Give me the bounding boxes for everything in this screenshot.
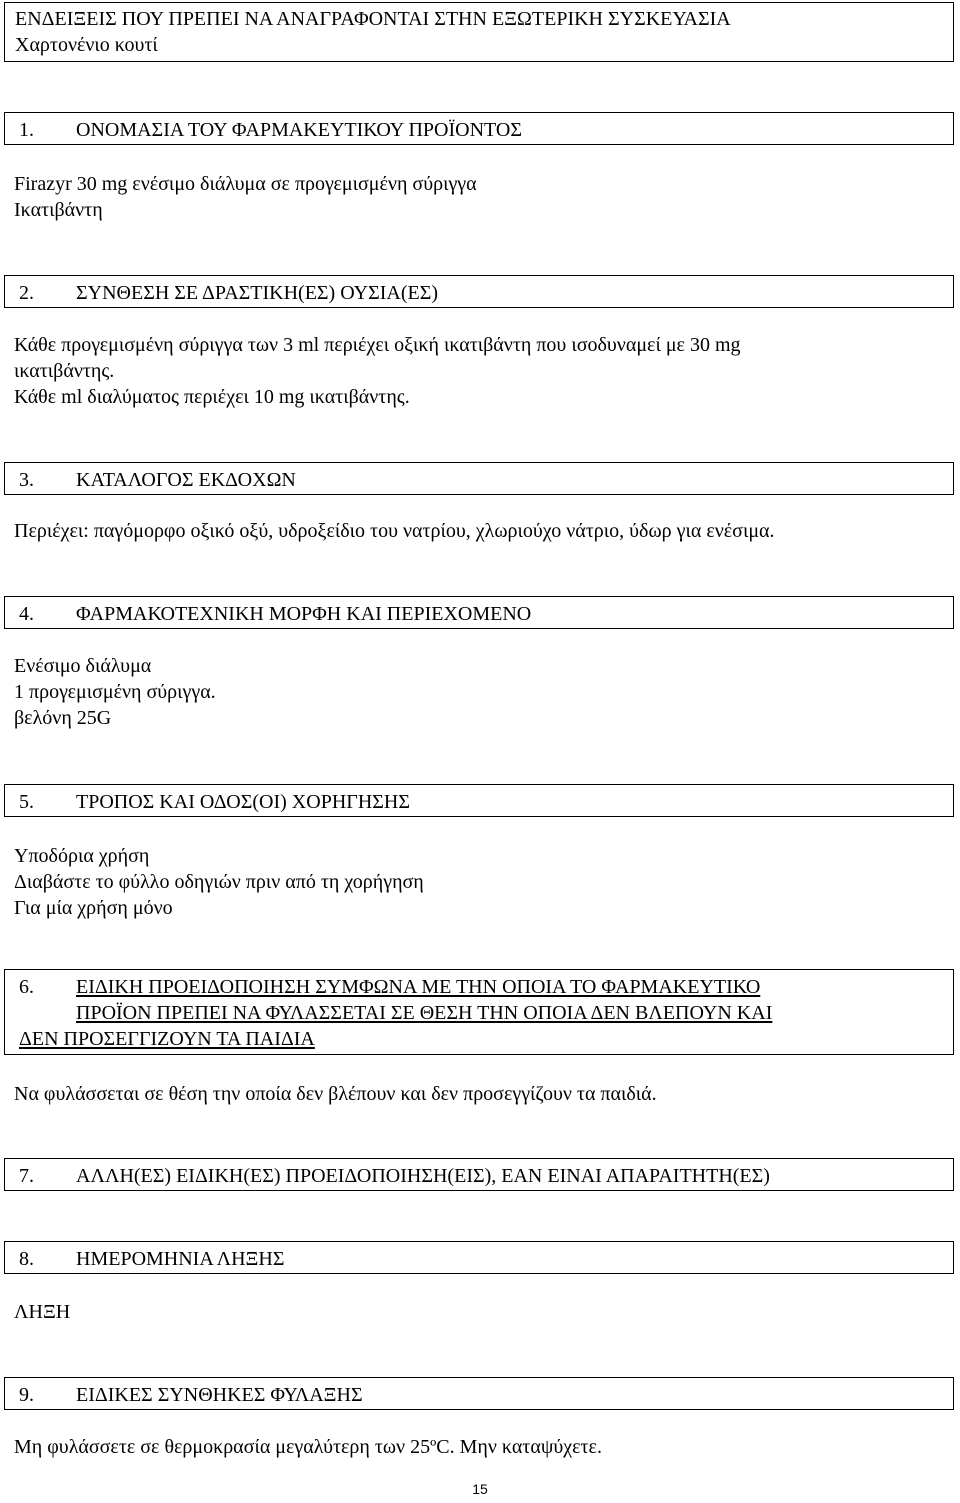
section-6-body bbox=[14, 1081, 944, 1107]
body-line: βελόνη 25G bbox=[14, 707, 112, 729]
section-7-heading bbox=[4, 1158, 954, 1191]
section-title: ΕΙΔΙΚΕΣ ΣΥΝΘΗΚΕΣ ΦΥΛΑΞΗΣ bbox=[76, 1384, 363, 1406]
section-3-heading bbox=[4, 462, 954, 495]
section-2-heading bbox=[4, 275, 954, 308]
body-line: Διαβάστε το φύλλο οδηγιών πριν από τη χορήγηση bbox=[14, 871, 424, 893]
section-number: 3. bbox=[19, 469, 34, 491]
body-line: ικατιβάντης. bbox=[14, 360, 115, 382]
body-line: Κάθε προγεμισμένη σύριγγα των 3 ml περιέχει οξική ικατιβάντη που ισοδυναμεί με 30 mg bbox=[14, 334, 741, 356]
section-5-body bbox=[14, 843, 944, 921]
section-number: 8. bbox=[19, 1248, 34, 1270]
section-number: 2. bbox=[19, 282, 34, 304]
section-title: ΤΡΟΠΟΣ ΚΑΙ ΟΔΟΣ(ΟΙ) ΧΟΡΗΓΗΣΗΣ bbox=[76, 791, 410, 813]
body-line: Ικατιβάντη bbox=[14, 199, 103, 221]
body-line: ΛΗΞΗ bbox=[14, 1301, 71, 1323]
section-title-line: ΕΙΔΙΚΗ ΠΡΟΕΙΔΟΠΟΙΗΣΗ ΣΥΜΦΩΝΑ ΜΕ ΤΗΝ ΟΠΟΙΑ ΤΟ ΦΑΡΜΑΚΕΥΤΙΚΟ bbox=[76, 976, 761, 998]
section-9-heading bbox=[4, 1377, 954, 1410]
section-1-heading bbox=[4, 112, 954, 145]
header-box bbox=[4, 2, 954, 62]
body-line: Ενέσιμο διάλυμα bbox=[14, 655, 152, 677]
body-line: Για μία χρήση μόνο bbox=[14, 897, 173, 919]
section-title: ΣΥΝΘΕΣΗ ΣΕ ΔΡΑΣΤΙΚΗ(ΕΣ) ΟΥΣΙΑ(ΕΣ) bbox=[76, 282, 439, 304]
body-line: 1 προγεμισμένη σύριγγα. bbox=[14, 681, 216, 703]
section-5-heading bbox=[4, 784, 954, 817]
section-number: 7. bbox=[19, 1165, 34, 1187]
body-line: Μη φυλάσσετε σε θερμοκρασία μεγαλύτερη των 25ºC. Μην καταψύχετε. bbox=[14, 1436, 602, 1458]
body-line: Υποδόρια χρήση bbox=[14, 845, 150, 867]
section-title: ΑΛΛΗ(ΕΣ) ΕΙΔΙΚΗ(ΕΣ) ΠΡΟΕΙΔΟΠΟΙΗΣΗ(ΕΙΣ), ΕΑΝ ΕΙΝΑΙ ΑΠΑΡΑΙΤΗΤΗ(ΕΣ) bbox=[76, 1165, 770, 1187]
header-title bbox=[5, 3, 953, 58]
section-title bbox=[19, 974, 943, 1052]
body-line: Firazyr 30 mg ενέσιμο διάλυμα σε προγεμισμένη σύριγγα bbox=[14, 173, 477, 195]
section-number: 4. bbox=[19, 603, 34, 625]
section-title: ΦΑΡΜΑΚΟΤΕΧΝΙΚΗ ΜΟΡΦΗ ΚΑΙ ΠΕΡΙΕΧΟΜΕΝΟ bbox=[76, 603, 532, 625]
section-number: 1. bbox=[19, 119, 34, 141]
section-number: 9. bbox=[19, 1384, 34, 1406]
section-8-heading bbox=[4, 1241, 954, 1274]
body-line: Να φυλάσσεται σε θέση την οποία δεν βλέπουν και δεν προσεγγίζουν τα παιδιά. bbox=[14, 1083, 657, 1105]
header-line-2: Χαρτονένιο κουτί bbox=[15, 34, 158, 56]
section-8-body bbox=[14, 1299, 944, 1325]
section-2-body bbox=[14, 332, 944, 410]
page-number: 15 bbox=[472, 1481, 488, 1497]
body-line: Κάθε ml διαλύματος περιέχει 10 mg ικατιβάντης. bbox=[14, 386, 410, 408]
section-title: ΚΑΤΑΛΟΓΟΣ ΕΚΔΟΧΩΝ bbox=[76, 469, 296, 491]
body-line: Περιέχει: παγόμορφο οξικό οξύ, υδροξείδιο του νατρίου, χλωριούχο νάτριο, ύδωρ για ενέσιμα. bbox=[14, 520, 775, 542]
section-3-body bbox=[14, 518, 944, 544]
section-title: ΟΝΟΜΑΣΙΑ ΤΟΥ ΦΑΡΜΑΚΕΥΤΙΚΟΥ ΠΡΟΪΟΝΤΟΣ bbox=[76, 119, 522, 141]
section-number: 5. bbox=[19, 791, 34, 813]
section-title-line: ΔΕΝ ΠΡΟΣΕΓΓΙΖΟΥΝ ΤΑ ΠΑΙΔΙΑ bbox=[19, 1028, 315, 1050]
section-6-heading bbox=[4, 969, 954, 1055]
section-1-body bbox=[14, 171, 944, 223]
section-number: 6. bbox=[19, 976, 34, 998]
section-title: ΗΜΕΡΟΜΗΝΙΑ ΛΗΞΗΣ bbox=[76, 1248, 285, 1270]
section-9-body bbox=[14, 1434, 944, 1460]
header-line-1: ΕΝΔΕΙΞΕΙΣ ΠΟΥ ΠΡΕΠΕΙ ΝΑ ΑΝΑΓΡΑΦΟΝΤΑΙ ΣΤΗΝ ΕΞΩΤΕΡΙΚΗ ΣΥΣΚΕΥΑΣΙΑ bbox=[15, 8, 731, 30]
section-4-body bbox=[14, 653, 944, 731]
section-title-line: ΠΡΟΪΟΝ ΠΡΕΠΕΙ ΝΑ ΦΥΛΑΣΣΕΤΑΙ ΣΕ ΘΕΣΗ ΤΗΝ ΟΠΟΙΑ ΔΕΝ ΒΛΕΠΟΥΝ ΚΑΙ bbox=[76, 1002, 773, 1024]
section-4-heading bbox=[4, 596, 954, 629]
